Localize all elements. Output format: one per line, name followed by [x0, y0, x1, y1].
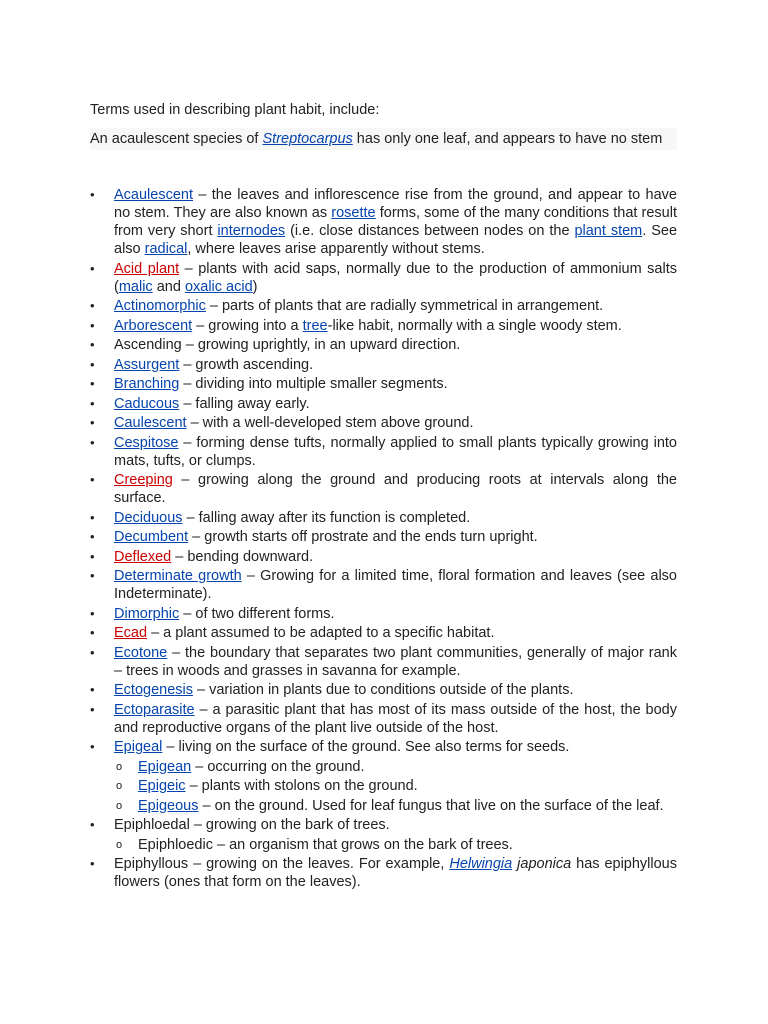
term-text: – a parasitic plant that has most of its mass outside of the host, the body and reproductive organs of the plant live outside of the host. — [114, 701, 677, 736]
term-list-item — [90, 701, 677, 737]
term-list-item — [90, 681, 677, 699]
term-text: – plants with acid saps, normally due to the production of ammonium salts ( — [114, 260, 677, 295]
plant-habit-terms-list — [90, 186, 677, 893]
term-link[interactable]: Dimorphic — [114, 605, 180, 622]
intro-text: Terms used in describing plant habit, include: — [90, 102, 380, 118]
term-text: – the leaves and inflorescence rise from the ground, and appear to have no stem. They are also known as — [114, 187, 677, 221]
term-link[interactable]: Caulescent — [114, 415, 187, 431]
term-list-item — [90, 644, 677, 680]
term-link[interactable]: plant stem — [574, 223, 643, 239]
streptocarpus-paragraph — [90, 128, 677, 150]
term-text: – forming dense tufts, normally applied to small plants typically growing into mats, tufts, or clumps. — [114, 434, 677, 469]
term-list-item — [90, 528, 677, 546]
term-text: – on the ground. Used for leaf fungus that live on the surface of the leaf. — [198, 797, 664, 814]
term-text: – bending downward. — [171, 548, 314, 565]
term-list-item — [90, 434, 677, 470]
term-text: – growing into a — [192, 317, 303, 334]
term-list-item — [90, 624, 677, 642]
term-missing-link[interactable]: Ecad — [114, 625, 148, 641]
term-sublist — [114, 758, 677, 815]
term-text: – living on the surface of the ground. See also terms for seeds. — [162, 739, 570, 755]
term-sublist-item — [114, 797, 677, 815]
term-link[interactable]: rosette — [331, 205, 376, 221]
term-link[interactable]: Acaulescent — [114, 187, 193, 203]
term-link[interactable]: Epigean — [138, 758, 192, 775]
term-link[interactable]: Branching — [114, 376, 180, 392]
term-text: -like habit, normally with a single woody stem. — [327, 317, 622, 334]
term-list-item — [90, 471, 677, 507]
term-list-item — [90, 186, 677, 258]
term-link[interactable]: tree — [302, 317, 328, 334]
term-text: Epiphloedic – an organism that grows on the bark of trees. — [138, 836, 513, 853]
term-text: Epiphloedal – growing on the bark of trees. — [114, 817, 390, 833]
paragraph-pre: An acaulescent species of — [90, 131, 263, 147]
term-text: – the boundary that separates two plant communities, generally of major rank – trees in woods and grasses in savanna for example. — [114, 644, 677, 679]
term-italic-text: japonica — [512, 856, 572, 872]
term-list-item — [90, 816, 677, 854]
term-text: – growing along the ground and producing roots at intervals along the surface. — [114, 472, 677, 506]
term-list-item — [90, 548, 677, 566]
term-text: – a plant assumed to be adapted to a specific habitat. — [147, 625, 495, 641]
term-text: (i.e. close distances between nodes on the — [285, 223, 575, 239]
term-text: – falling away early. — [179, 395, 310, 412]
term-link[interactable]: Cespitose — [114, 434, 179, 451]
term-link[interactable]: Deciduous — [114, 509, 183, 526]
term-list-item — [90, 395, 677, 413]
term-link[interactable]: Epigeal — [114, 739, 163, 755]
term-list-item — [90, 297, 677, 315]
term-list-item — [90, 738, 677, 815]
term-text: . See also — [114, 223, 678, 257]
term-text: – parts of plants that are radially symmetrical in arrangement. — [205, 298, 604, 314]
term-text: – variation in plants due to conditions outside of the plants. — [193, 682, 574, 698]
term-list-item — [90, 336, 677, 354]
term-link[interactable]: Ecotone — [114, 644, 168, 661]
term-link[interactable]: radical — [144, 241, 188, 257]
term-list-item — [90, 855, 677, 891]
term-text: , where leaves arise apparently without stems. — [187, 241, 485, 257]
term-link[interactable]: Arborescent — [114, 317, 193, 334]
term-missing-link[interactable]: Acid plant — [114, 260, 180, 277]
term-list-item — [90, 375, 677, 393]
term-link[interactable]: oxalic acid — [184, 278, 253, 295]
term-text: and — [152, 278, 185, 295]
term-list-item — [90, 414, 677, 432]
term-link[interactable]: Assurgent — [114, 356, 180, 373]
term-link[interactable]: Caducous — [114, 395, 180, 412]
term-link[interactable]: Epigeous — [138, 797, 199, 814]
term-link[interactable]: Actinomorphic — [114, 298, 206, 314]
term-list-item — [90, 509, 677, 527]
term-list-item — [90, 605, 677, 623]
term-sublist-item — [114, 758, 677, 776]
term-link[interactable]: Ectoparasite — [114, 701, 195, 718]
term-text: – Growing for a limited time, floral formation and leaves (see also Indeterminate). — [114, 568, 677, 602]
term-text: has epiphyllous flowers (ones that form on the leaves). — [114, 856, 677, 890]
term-missing-link[interactable]: Deflexed — [114, 548, 172, 565]
paragraph-post: has only one leaf, and appears to have no stem — [352, 131, 663, 147]
term-text: – growth starts off prostrate and the ends turn upright. — [188, 529, 538, 545]
term-sublist — [114, 836, 677, 854]
term-text: – with a well-developed stem above ground. — [186, 415, 474, 431]
term-link[interactable]: Ectogenesis — [114, 682, 193, 698]
term-link[interactable]: Determinate growth — [114, 568, 242, 584]
term-link[interactable]: internodes — [217, 223, 286, 239]
term-list-item — [90, 356, 677, 374]
term-sublist-item — [114, 777, 677, 795]
term-text: – dividing into multiple smaller segments. — [179, 376, 448, 392]
term-text: forms, some of the many conditions that result from very short — [114, 205, 677, 239]
term-text: – falling away after its function is completed. — [182, 509, 471, 526]
term-text: – plants with stolons on the ground. — [185, 778, 418, 794]
term-text: Epiphyllous – growing on the leaves. For example, — [114, 856, 450, 872]
term-text: Ascending – growing uprightly, in an upward direction. — [114, 337, 461, 353]
term-text: ) — [252, 278, 258, 295]
term-list-item — [90, 260, 677, 296]
term-link[interactable]: malic — [118, 278, 153, 295]
streptocarpus-link[interactable]: Streptocarpus — [262, 131, 353, 147]
term-sublist-item — [114, 836, 677, 854]
term-text: – growth ascending. — [179, 356, 314, 373]
term-list-item — [90, 567, 677, 603]
term-link[interactable]: Helwingia — [449, 856, 513, 872]
term-text: – occurring on the ground. — [191, 758, 365, 775]
term-missing-link[interactable]: Creeping — [114, 472, 173, 488]
term-link[interactable]: Epigeic — [138, 778, 186, 794]
term-list-item — [90, 317, 677, 335]
term-text: – of two different forms. — [179, 605, 335, 622]
term-link[interactable]: Decumbent — [114, 529, 189, 545]
